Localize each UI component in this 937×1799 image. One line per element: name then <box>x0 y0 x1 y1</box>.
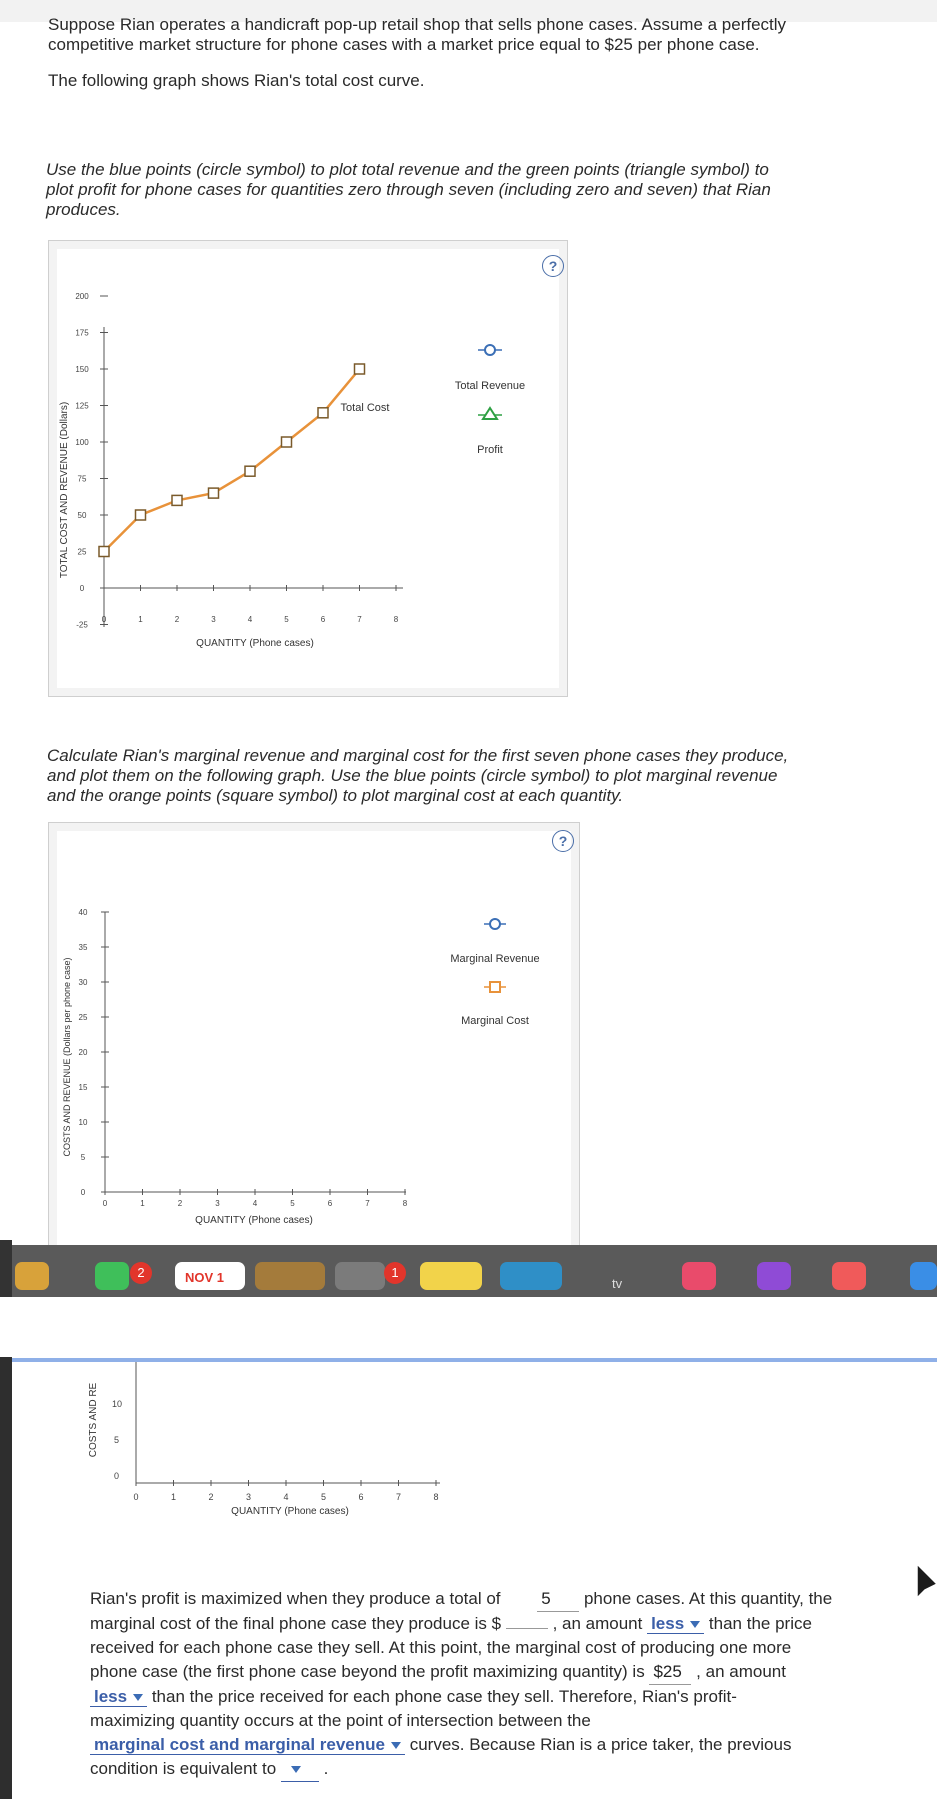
condition-dropdown[interactable] <box>281 1757 319 1782</box>
y-tick-label: -25 <box>76 620 88 630</box>
x-tick-label: 7 <box>357 615 362 624</box>
answer-text: phone case (the first phone case beyond the profit maximizing quantity) is <box>90 1662 645 1681</box>
intro-line-3: The following graph shows Rian's total cost curve. <box>48 71 425 90</box>
chevron-down-icon <box>690 1621 700 1628</box>
quantity-input[interactable]: 5 <box>537 1587 579 1612</box>
y-tick-label: 35 <box>78 943 88 952</box>
dropdown-value: less <box>651 1614 685 1633</box>
total-cost-point[interactable] <box>318 408 328 418</box>
tv-app-label[interactable]: tv <box>612 1276 623 1291</box>
y-tick-label: 15 <box>78 1083 88 1092</box>
answer-line-1 <box>90 1587 920 1612</box>
settings-icon[interactable] <box>335 1262 385 1290</box>
y-tick-label: 75 <box>77 474 87 484</box>
triangle-icon <box>483 408 497 419</box>
x-tick-label: 8 <box>393 615 399 624</box>
instruction-1-line-3: produces. <box>46 200 121 219</box>
intro-line-1: Suppose Rian operates a handicraft pop-up retail shop that sells phone cases. Assume a perfectly <box>48 15 787 34</box>
instruction-1-line-2: plot profit for phone cases for quantities zero through seven (including zero and seven) that Rian <box>46 180 771 199</box>
y-tick-label: 100 <box>75 438 89 447</box>
x-tick-label: 2 <box>174 615 180 624</box>
answer-line-2 <box>90 1612 920 1636</box>
circle-icon <box>485 345 495 355</box>
chevron-down-icon <box>391 1742 401 1749</box>
y-tick-label: 5 <box>80 1153 86 1162</box>
notes-icon[interactable] <box>420 1262 482 1290</box>
x-tick-label: 8 <box>402 1199 408 1208</box>
photos-icon[interactable] <box>15 1262 49 1290</box>
x-tick-label: 0 <box>101 615 107 624</box>
y-tick-label: 200 <box>75 292 89 301</box>
x-axis-label: QUANTITY (Phone cases) <box>231 1506 349 1517</box>
total-cost-chart[interactable] <box>48 240 566 695</box>
answer-line-5 <box>90 1685 920 1709</box>
comparison-dropdown-1[interactable] <box>647 1614 704 1634</box>
answer-paragraph <box>90 1587 920 1782</box>
y-axis-label: COSTS AND RE <box>88 1382 99 1458</box>
x-tick-label: 2 <box>177 1199 183 1208</box>
x-tick-label: 4 <box>247 615 253 624</box>
circle-icon <box>490 919 500 929</box>
calendar-label: NOV 1 <box>185 1270 225 1285</box>
answer-line-4 <box>90 1660 920 1685</box>
instruction-2-line-1: Calculate Rian's marginal revenue and marginal cost for the first seven phone cases they produce, <box>47 746 789 765</box>
chevron-down-icon <box>133 1694 143 1701</box>
x-tick-label: 0 <box>102 1199 108 1208</box>
x-tick-label: 1 <box>138 615 143 624</box>
answer-line-3: received for each phone case they sell. At this point, the marginal cost of producing one more <box>90 1638 792 1657</box>
y-tick-label: 25 <box>78 1013 88 1022</box>
answer-text: condition is equivalent to <box>90 1759 277 1778</box>
profit-legend-tool[interactable] <box>478 408 502 419</box>
x-tick-label: 3 <box>245 1492 252 1502</box>
app-store-icon[interactable] <box>910 1262 937 1290</box>
x-tick-label: 5 <box>290 1199 295 1208</box>
marginal-cost-input[interactable] <box>506 1628 548 1629</box>
y-tick-label: 20 <box>78 1048 88 1057</box>
answer-text: , an amount <box>552 1614 643 1633</box>
answer-line-6: maximizing quantity occurs at the point of intersection between the <box>90 1711 591 1730</box>
answer-line-7 <box>90 1733 920 1757</box>
x-tick-label: 4 <box>283 1492 289 1502</box>
instruction-2 <box>47 746 927 806</box>
y-axis-label: TOTAL COST AND REVENUE (Dollars) <box>59 401 70 579</box>
curves-dropdown[interactable] <box>90 1735 405 1755</box>
total-cost-point[interactable] <box>99 547 109 557</box>
messages-icon[interactable] <box>95 1262 129 1290</box>
notification-badge: 1 <box>384 1262 406 1284</box>
y-tick-label: 40 <box>78 908 88 917</box>
total-cost-point[interactable] <box>245 466 255 476</box>
screen-bezel <box>0 1240 12 1300</box>
instruction-1-line-1: Use the blue points (circle symbol) to plot total revenue and the green points (triangle symbol) to <box>46 160 769 179</box>
marginal-revenue-legend-label: Marginal Revenue <box>450 953 540 965</box>
answer-text: marginal cost of the final phone case they produce is $ <box>90 1614 502 1633</box>
square-icon <box>490 982 500 992</box>
marginal-revenue-legend-tool[interactable] <box>484 919 506 929</box>
next-marginal-cost-input[interactable]: $25 <box>649 1660 691 1685</box>
news-icon[interactable] <box>832 1262 866 1290</box>
total-revenue-legend-tool[interactable] <box>478 345 502 355</box>
x-tick-label: 2 <box>208 1492 214 1502</box>
instruction-1 <box>46 160 916 220</box>
total-cost-point[interactable] <box>355 364 365 374</box>
help-icon[interactable]: ? <box>542 255 564 277</box>
music-icon[interactable] <box>682 1262 716 1290</box>
y-tick-label: 10 <box>112 1399 123 1409</box>
marginal-cost-legend-tool[interactable] <box>484 982 506 992</box>
y-tick-label: 50 <box>77 511 87 520</box>
mouse-cursor <box>915 1562 937 1602</box>
answer-text: than the price <box>708 1614 812 1633</box>
dropdown-value: marginal cost and marginal revenue <box>94 1735 385 1754</box>
instruction-2-line-3: and the orange points (square symbol) to plot marginal cost at each quantity. <box>47 786 624 805</box>
x-tick-label: 3 <box>211 615 216 624</box>
y-tick-label: 150 <box>75 365 89 374</box>
intro-text <box>48 15 918 91</box>
instruction-2-line-2: and plot them on the following graph. Use the blue points (circle symbol) to plot marginal revenue <box>47 766 778 785</box>
y-tick-label: 175 <box>75 328 89 338</box>
y-tick-label: 10 <box>78 1118 88 1127</box>
x-axis-label: QUANTITY (Phone cases) <box>195 1215 313 1226</box>
x-tick-label: 7 <box>365 1199 370 1208</box>
x-tick-label: 8 <box>433 1492 439 1502</box>
dropdown-value: less <box>94 1687 128 1706</box>
answer-text: . <box>323 1759 329 1778</box>
y-tick-label: 30 <box>78 978 88 987</box>
answer-text: phone cases. At this quantity, the <box>583 1589 833 1608</box>
x-tick-label: 5 <box>320 1492 327 1502</box>
y-tick-label: 0 <box>114 1471 120 1481</box>
photo-gap <box>0 1297 937 1357</box>
notification-badge: 2 <box>130 1262 152 1284</box>
x-tick-label: 0 <box>133 1492 139 1502</box>
intro-line-2: competitive market structure for phone cases with a market price equal to $25 per phone case. <box>48 35 760 54</box>
comparison-dropdown-2[interactable] <box>90 1687 147 1707</box>
x-tick-label: 4 <box>252 1199 258 1208</box>
answer-text: than the price received for each phone case they sell. Therefore, Rian's profit- <box>151 1687 737 1706</box>
y-axis-label: COSTS AND REVENUE (Dollars per phone case) <box>62 957 72 1157</box>
x-tick-label: 5 <box>284 615 289 624</box>
y-tick-label: 125 <box>75 401 89 411</box>
y-tick-label: 0 <box>79 584 85 593</box>
left-dark-edge <box>0 1357 12 1799</box>
total-revenue-legend-label: Total Revenue <box>454 380 526 392</box>
marginal-cost-legend-label: Marginal Cost <box>461 1015 529 1027</box>
answer-text: Rian's profit is maximized when they produce a total of <box>90 1589 501 1608</box>
marginal-chart[interactable] <box>48 822 578 1242</box>
help-icon[interactable]: ? <box>552 830 574 852</box>
total-cost-point[interactable] <box>136 510 146 520</box>
notes-app-icon[interactable] <box>255 1262 325 1290</box>
total-cost-line <box>104 369 360 552</box>
answer-text: curves. Because Rian is a price taker, the previous <box>409 1735 792 1754</box>
x-axis-label: QUANTITY (Phone cases) <box>196 638 314 649</box>
total-cost-point[interactable] <box>282 437 292 447</box>
x-tick-label: 6 <box>320 615 326 624</box>
total-cost-point[interactable] <box>209 488 219 498</box>
y-tick-label: 5 <box>114 1435 120 1445</box>
x-tick-label: 3 <box>215 1199 220 1208</box>
x-tick-label: 6 <box>358 1492 364 1502</box>
marginal-chart-fragment <box>70 1362 470 1522</box>
total-cost-label: Total Cost <box>340 402 390 414</box>
total-cost-point[interactable] <box>172 495 182 505</box>
chevron-down-icon <box>291 1766 301 1773</box>
x-tick-label: 6 <box>327 1199 333 1208</box>
podcasts-icon[interactable] <box>757 1262 791 1290</box>
profit-legend-label: Profit <box>477 444 503 456</box>
x-tick-label: 7 <box>395 1492 402 1502</box>
y-tick-label: 25 <box>77 547 87 557</box>
x-tick-label: 1 <box>170 1492 177 1502</box>
answer-line-8 <box>90 1757 920 1782</box>
app-icon[interactable] <box>500 1262 562 1290</box>
y-tick-label: 0 <box>80 1188 86 1197</box>
answer-text: , an amount <box>696 1662 786 1681</box>
x-tick-label: 1 <box>140 1199 145 1208</box>
